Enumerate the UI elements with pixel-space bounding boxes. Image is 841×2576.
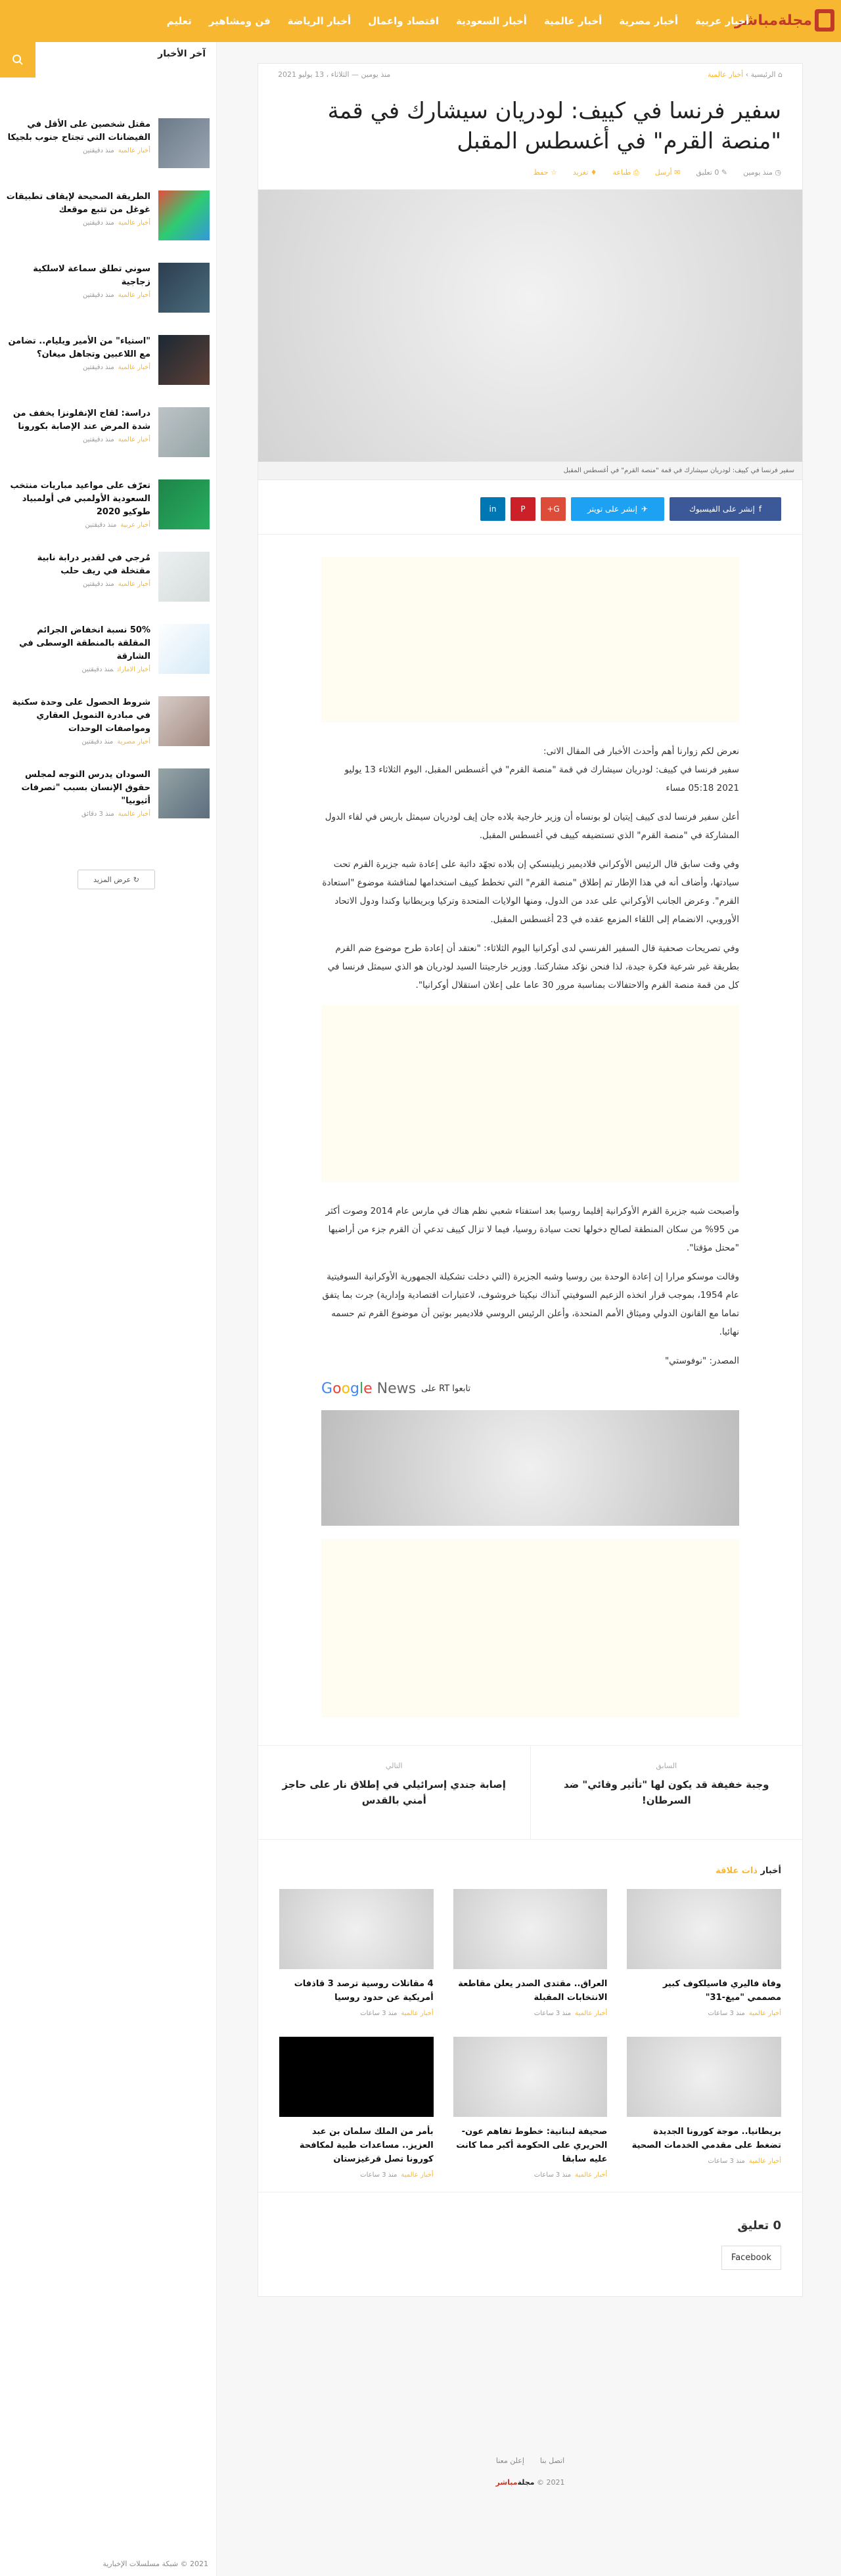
share-facebook-button[interactable]: f إنشر على الفيسبوك bbox=[670, 497, 781, 521]
related-thumbnail[interactable] bbox=[279, 2037, 434, 2117]
nav-item[interactable]: أخبار عربية bbox=[695, 15, 749, 27]
mail-icon: ✉ bbox=[671, 168, 681, 177]
promo-banner[interactable] bbox=[321, 1410, 739, 1526]
meta-tweet[interactable]: تغريد bbox=[572, 168, 589, 177]
related-thumbnail[interactable] bbox=[627, 1889, 781, 1969]
bookmark-icon: ☆ bbox=[548, 168, 557, 177]
site-logo[interactable] bbox=[735, 6, 834, 35]
next-post-link[interactable] bbox=[258, 1746, 531, 1839]
related-time: منذ 3 ساعات bbox=[708, 2010, 745, 2017]
prev-label: السابق bbox=[656, 1762, 677, 1770]
news-time: منذ 3 دقائق bbox=[81, 811, 114, 818]
news-thumbnail[interactable] bbox=[158, 696, 210, 746]
share-linkedin-button[interactable]: in bbox=[480, 497, 505, 521]
sidebar-news-item[interactable] bbox=[6, 335, 210, 385]
related-item[interactable] bbox=[627, 1889, 781, 2017]
meta-email[interactable]: أرسل bbox=[654, 168, 672, 177]
news-thumbnail[interactable] bbox=[158, 190, 210, 240]
news-time: منذ دقيقتين bbox=[81, 666, 114, 673]
related-title[interactable]: بريطانيا.. موجة كورونا الجديدة تضغط على مقدمي الخدمات الصحية bbox=[631, 2127, 781, 2150]
news-time: منذ دقيقتين bbox=[82, 147, 114, 154]
share-google-button[interactable]: G+ bbox=[541, 497, 566, 521]
related-time: منذ 3 ساعات bbox=[360, 2010, 398, 2017]
news-thumbnail[interactable] bbox=[158, 335, 210, 385]
article-paragraph: وفي تصريحات صحفية قال السفير الفرنسي لدى أوكرانيا اليوم الثلاثاء: "نعتقد أن إعادة طرح موضوع ضم القرم بطريقة غير شرعية فكرة جيدة، لذا فنحن نؤكد مشاركتنا. ووزير خارجيتنا السيد لودريان هو الذي سيمثل فرنسا في كل من قمة منصة القرم والاحتفالات بمناسبة مرور 30 عاما على إعلان استقلال أوكرانيا". bbox=[327, 943, 739, 990]
related-category[interactable]: أخبار عالمية bbox=[401, 2010, 434, 2017]
print-icon: ⎙ bbox=[631, 168, 639, 177]
article-paragraph: المصدر: "نوفوستي" bbox=[664, 1356, 739, 1366]
breadcrumb-category[interactable]: أخبار عالمية bbox=[708, 70, 744, 79]
news-thumbnail[interactable] bbox=[158, 624, 210, 674]
facebook-icon: f bbox=[758, 504, 762, 514]
article-card bbox=[258, 63, 803, 2297]
article-paragraph: وأصبحت شبه جزيرة القرم الأوكرانية إقليما روسيا بعد استفتاء شعبي نظم هناك في مارس عام 2014 وصوت أكثر من 95% من سكان المنطقة لصالح دخولها تحت سيادة روسيا، فيما لا تزال كييف تدعي أن القرم جزء من أراضيها "محتل مؤقتا". bbox=[325, 1206, 739, 1253]
news-headline[interactable]: شروط الحصول على وحدة سكنية في مبادرة التمويل العقاري ومواصفات الوحدات bbox=[12, 698, 150, 734]
site-header bbox=[0, 0, 841, 42]
news-category[interactable]: أخبار عالمية bbox=[118, 147, 150, 154]
sidebar-news-item[interactable] bbox=[6, 407, 210, 457]
footer-logo[interactable]: مجلةمباشر bbox=[495, 2478, 535, 2487]
sidebar-news-item[interactable] bbox=[6, 263, 210, 313]
post-navigation bbox=[258, 1745, 802, 1840]
news-time: منذ دقيقتين bbox=[82, 581, 114, 588]
prev-post-link[interactable] bbox=[531, 1746, 803, 1839]
footer-copyright: 2021 © مجلةمباشر bbox=[495, 2478, 565, 2487]
logo-accent: مباشر bbox=[735, 12, 779, 29]
clock-icon: ◷ bbox=[772, 168, 781, 177]
news-time: منذ دقيقتين bbox=[85, 522, 117, 529]
article-hero-image bbox=[258, 190, 802, 462]
nav-item[interactable]: اقتصاد واعمال bbox=[368, 15, 440, 27]
news-time: منذ دقيقتين bbox=[82, 436, 114, 443]
related-time: منذ 3 ساعات bbox=[534, 2010, 572, 2017]
site-footer bbox=[258, 2456, 803, 2487]
news-time: منذ دقيقتين bbox=[82, 219, 114, 227]
news-headline[interactable]: الطريقة الصحيحة لإيقاف تطبيقات غوغل من تتبع موقعك bbox=[6, 192, 150, 215]
related-title[interactable]: وفاة فاليري فاسيلكوف كبير مصممي "ميغ-31" bbox=[662, 1979, 781, 2003]
meta-save[interactable]: حفظ bbox=[533, 168, 549, 177]
related-item[interactable] bbox=[453, 1889, 608, 2017]
sidebar-news-item[interactable] bbox=[6, 552, 210, 602]
share-pinterest-button[interactable]: P bbox=[511, 497, 535, 521]
news-thumbnail[interactable] bbox=[158, 407, 210, 457]
news-category[interactable]: أخبار عالمية bbox=[118, 436, 150, 443]
nav-item[interactable]: أخبار مصرية bbox=[619, 15, 678, 27]
related-thumbnail[interactable] bbox=[453, 2037, 608, 2117]
sidebar-title: آخر الأخبار bbox=[158, 49, 206, 59]
related-item[interactable] bbox=[279, 1889, 434, 2017]
news-headline[interactable]: "استياء" من الأمير ويليام.. تضامن مع اللاعبين وتجاهل ميغان؟ bbox=[8, 336, 150, 359]
article-title: سفير فرنسا في كييف: لودريان سيشارك في قمة "منصة القرم" في أغسطس المقبل bbox=[327, 98, 781, 154]
related-news bbox=[258, 1840, 802, 2192]
related-category[interactable]: أخبار عالمية bbox=[575, 2010, 608, 2017]
nav-item[interactable]: أخبار عالمية bbox=[543, 15, 602, 27]
news-thumbnail[interactable] bbox=[158, 118, 210, 168]
news-headline[interactable]: مقتل شخصين على الأقل في الفيضانات التي تجتاح جنوب بلجيكا bbox=[7, 120, 150, 143]
refresh-icon: ↻ bbox=[131, 875, 139, 884]
related-category[interactable]: أخبار عالمية bbox=[575, 2171, 608, 2179]
search-icon bbox=[12, 54, 24, 66]
sidebar-list bbox=[6, 118, 210, 841]
article-paragraph: وقالت موسكو مرارا إن إعادة الوحدة بين روسيا وشبه الجزيرة (التي دخلت تشكيلة الجمهورية الأوكرانية السوفيتية عام 1954، بموجب قرار اتخذه الزعيم السوفيتي آنذاك نيكيتا خروشوف، لاعتبارات اقتصادية وإدارية) جرت بما يتفق تماما مع القانون الدولي وميثاق الأمم المتحدة، وأعلن الرئيس الروسي فلاديمير بوتين أن موضوع القرم تم حسمه نهائيا. bbox=[322, 1272, 739, 1337]
ad-slot bbox=[321, 557, 739, 722]
news-headline[interactable]: السودان يدرس التوجه لمجلس حقوق الإنسان بسبب "تصرفات أثيوبيا" bbox=[21, 770, 150, 806]
article-paragraph: وفي وقت سابق قال الرئيس الأوكراني فلاديمير زيلينسكي إن بلاده تجهّد دائبة على إعادة شبه جزيرة القرم تحت سيادتها، وأضاف أنه في هذا الإطار تم إطلاق "منصة القرم" التي تخطط كييف استخدامها لمناقشة موضوع "استعادة القرم". وعرض الجانب الأوكراني على عدد من الدول، ومنها الولايات المتحدة وتركيا وبريطانيا وكندا ودول الاتحاد الأوروبي، الانضمام إلى اللقاء المزمع عقده في 23 أغسطس المقبل. bbox=[322, 859, 739, 925]
news-headline[interactable]: تعرّف على مواعيد مباريات منتخب السعودية الأولمبي في أولمبياد طوكيو 2020 bbox=[10, 481, 150, 517]
sidebar-news-item[interactable] bbox=[6, 118, 210, 168]
logo-mark-icon bbox=[815, 9, 834, 32]
related-title[interactable]: بأمر من الملك سلمان بن عبد العزيز.. مساعدات طبية لمكافحة كورونا تصل قرغيزستان bbox=[299, 2127, 434, 2164]
news-category[interactable]: أخبار عالمية bbox=[118, 364, 150, 371]
news-category[interactable]: أخبار عالمية bbox=[118, 811, 150, 818]
nav-item[interactable]: أخبار الرياضة bbox=[287, 15, 352, 27]
article-paragraph: أعلن سفير فرنسا لدى كييف إيتيان لو بونساه أن وزير خارجية بلاده جان إيف لودريان سيمثل باريس في لقاء الدول المشاركة في "منصة القرم" الذي تستضيفه كييف في أغسطس المقبل. bbox=[325, 812, 739, 841]
related-time: منذ 3 ساعات bbox=[360, 2171, 398, 2179]
meta-print[interactable]: طباعة bbox=[612, 168, 631, 177]
sidebar-news-item[interactable] bbox=[6, 190, 210, 240]
related-category[interactable]: أخبار عالمية bbox=[401, 2171, 434, 2179]
article-meta bbox=[258, 156, 802, 190]
footer-link-advertise[interactable]: إعلن معنا bbox=[495, 2456, 524, 2465]
news-headline[interactable]: دراسة: لقاح الإنفلونزا يخفف من شدة المرض عند الإصابة بكورونا bbox=[12, 409, 150, 432]
gnews-prefix: تابعوا RT على bbox=[421, 1384, 471, 1394]
news-headline[interactable]: مُرجي في لقدير درابة نابية مقتخلة في ريف حلب bbox=[37, 553, 150, 576]
ad-slot bbox=[321, 1539, 739, 1718]
related-thumbnail[interactable] bbox=[279, 1889, 434, 1969]
news-time: منذ دقيقتين bbox=[81, 738, 114, 745]
news-category[interactable]: أخبار عالمية bbox=[118, 581, 150, 588]
tweet-icon: ♦ bbox=[588, 168, 597, 177]
related-time: منذ 3 ساعات bbox=[534, 2171, 572, 2179]
footer-link-contact[interactable]: اتصل بنا bbox=[539, 2456, 565, 2465]
related-time: منذ 3 ساعات bbox=[708, 2158, 745, 2165]
sidebar-news-item[interactable] bbox=[6, 768, 210, 818]
search-button[interactable] bbox=[0, 42, 35, 78]
ad-slot bbox=[321, 1005, 739, 1182]
related-item[interactable] bbox=[627, 2037, 781, 2179]
share-bar bbox=[258, 480, 802, 535]
related-item[interactable] bbox=[453, 2037, 608, 2179]
news-time: منذ دقيقتين bbox=[82, 364, 114, 371]
home-icon: ⌂ bbox=[775, 70, 783, 79]
latest-news-sidebar bbox=[0, 42, 217, 2576]
nav-item[interactable]: تعليم bbox=[166, 15, 192, 27]
news-category[interactable]: أخبار عربية bbox=[120, 522, 150, 529]
news-time: منذ دقيقتين bbox=[82, 292, 114, 299]
meta-time: منذ يومين bbox=[743, 168, 773, 177]
meta-comments[interactable]: 0 تعليق bbox=[696, 168, 719, 177]
next-label: التالي bbox=[385, 1762, 403, 1770]
news-thumbnail[interactable] bbox=[158, 768, 210, 818]
related-category[interactable]: أخبار عالمية bbox=[748, 2010, 781, 2017]
related-heading: أخبار ذات علاقة bbox=[716, 1866, 781, 1876]
related-category[interactable]: أخبار عالمية bbox=[748, 2158, 781, 2165]
related-thumbnail[interactable] bbox=[453, 1889, 608, 1969]
comment-icon: ✎ bbox=[719, 168, 728, 177]
nav-item[interactable]: أخبار السعودية bbox=[456, 15, 527, 27]
news-category[interactable]: أخبار الامارات bbox=[117, 666, 150, 673]
main-nav bbox=[167, 0, 749, 42]
google-news-follow[interactable] bbox=[321, 1381, 739, 1397]
sidebar-news-item[interactable] bbox=[6, 696, 210, 746]
twitter-icon: ✈ bbox=[641, 504, 648, 514]
next-title[interactable]: إصابة جندي إسرائيلي في إطلاق نار على حاجز أمني بالقدس bbox=[282, 1779, 506, 1806]
sidebar-news-item[interactable] bbox=[6, 479, 210, 529]
related-title[interactable]: صحيفة لبنانية: خطوط تفاهم عون-الحريري على الحكومة أكبر مما كانت عليه سابقا bbox=[456, 2127, 608, 2164]
news-category[interactable]: أخبار مصرية bbox=[117, 738, 150, 745]
news-thumbnail[interactable] bbox=[158, 479, 210, 529]
news-headline[interactable]: 50% نسبة انخفاض الجرائم المقلقة بالمنطقة الوسطى في الشارقة bbox=[19, 625, 150, 661]
facebook-comments-tab[interactable]: Facebook bbox=[721, 2246, 781, 2270]
comments-heading: 0 تعليق bbox=[737, 2219, 781, 2232]
share-twitter-button[interactable]: ✈ إنشر على تويتر bbox=[571, 497, 664, 521]
news-category[interactable]: أخبار عالمية bbox=[118, 219, 150, 227]
logo-text: مجلةمباشر bbox=[735, 12, 812, 29]
article-paragraph: نعرض لكم زوارنا أهم وأحدث الأخبار فى المقال الاتى: سفير فرنسا في كييف: لودريان سيشارك في قمة "منصة القرم" في أغسطس المقبل، اليوم الثلاثاء 13 يوليو 2021 05:18 مساء bbox=[344, 746, 739, 793]
related-title[interactable]: 4 مقاتلات روسية ترصد 3 قاذفات أمريكية عن حدود روسيا bbox=[294, 1979, 434, 2003]
google-news-logo[interactable]: Google News bbox=[321, 1381, 417, 1397]
related-item[interactable] bbox=[279, 2037, 434, 2179]
news-headline[interactable]: سوني تطلق سماعة لاسلكية زجاجية bbox=[33, 264, 150, 287]
breadcrumb-home[interactable]: الرئيسية bbox=[750, 70, 776, 79]
image-caption: سفير فرنسا في كييف: لودريان سيشارك في قمة "منصة القرم" في أغسطس المقبل bbox=[258, 462, 802, 480]
breadcrumb: ⌂ الرئيسية › أخبار عالمية منذ يومين — الثلاثاء ، 13 يوليو 2021 bbox=[278, 70, 783, 79]
article-date: منذ يومين — الثلاثاء ، 13 يوليو 2021 bbox=[278, 70, 391, 79]
nav-item[interactable]: فن ومشاهير bbox=[208, 15, 271, 27]
load-more-button[interactable]: ↻ عرض المزيد bbox=[78, 870, 155, 889]
prev-title[interactable]: وجبة خفيفة قد يكون لها "تأثير وقائي" ضد السرطان! bbox=[564, 1779, 769, 1806]
sidebar-copyright: 2021 © شبكة مسلسلات الإخبارية bbox=[102, 2560, 208, 2568]
news-thumbnail[interactable] bbox=[158, 552, 210, 602]
related-title[interactable]: العراق.. مقتدى الصدر يعلن مقاطعة الانتخابات المقبلة bbox=[458, 1979, 608, 2003]
news-thumbnail[interactable] bbox=[158, 263, 210, 313]
comments-section bbox=[258, 2192, 802, 2296]
related-thumbnail[interactable] bbox=[627, 2037, 781, 2117]
news-category[interactable]: أخبار عالمية bbox=[118, 292, 150, 299]
article-body bbox=[258, 535, 802, 1718]
sidebar-news-item[interactable] bbox=[6, 624, 210, 674]
